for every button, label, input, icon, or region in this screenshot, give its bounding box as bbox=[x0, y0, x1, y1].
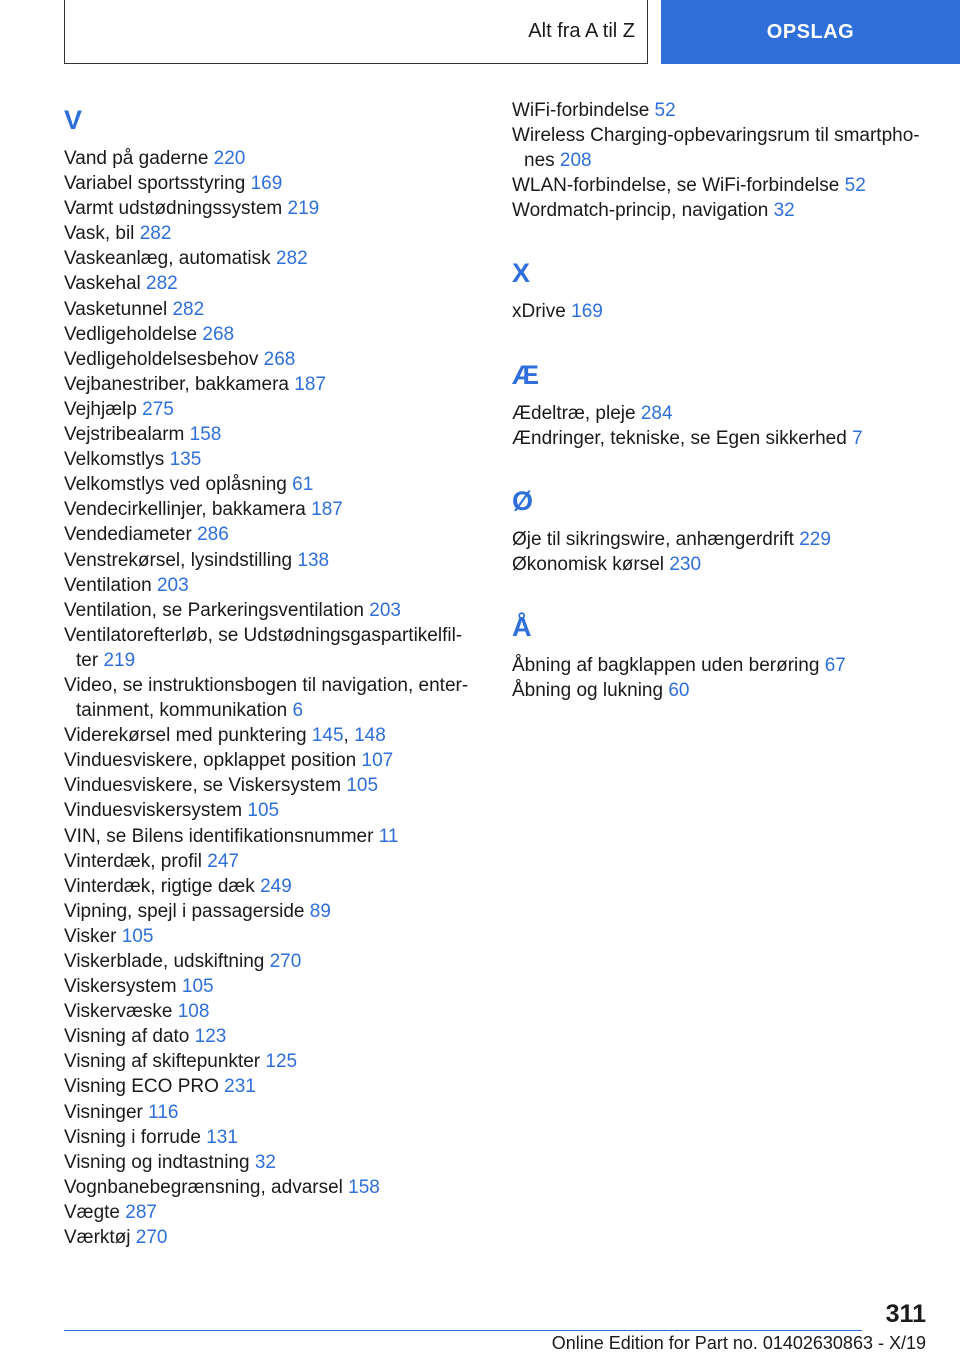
entry-text: Visning af skiftepunkter bbox=[64, 1051, 261, 1073]
index-entry bbox=[64, 347, 474, 372]
entry-text: Vognbanebegrænsning, advarsel bbox=[64, 1176, 343, 1198]
entry-text: Visning af dato bbox=[64, 1026, 190, 1048]
header-tab-label: OPSLAG bbox=[766, 20, 855, 43]
page-ref-link[interactable]: 123 bbox=[194, 1026, 227, 1048]
entry-text: Varmt udstødningssystem bbox=[64, 198, 283, 220]
entry-text: Vedligeholdelse bbox=[64, 323, 198, 345]
entry-text: Wireless Charging-opbevaringsrum til smartpho‐nes bbox=[512, 125, 920, 172]
entry-text: Wordmatch-princip, navigation bbox=[512, 200, 769, 222]
index-entry bbox=[64, 171, 474, 196]
footer-edition: Online Edition for Part no. 01402630863 - X/19 bbox=[551, 1333, 926, 1353]
page-ref-link[interactable]: 247 bbox=[207, 850, 239, 872]
entry-text: Vejstribealarm bbox=[64, 424, 185, 446]
header-section-title bbox=[64, 0, 648, 64]
section-letter: X bbox=[512, 258, 531, 289]
index-entry bbox=[64, 497, 474, 522]
page-ref-link[interactable]: 6 bbox=[292, 700, 304, 722]
page-ref-link[interactable]: 108 bbox=[177, 1001, 210, 1023]
page-ref-link[interactable]: 229 bbox=[799, 528, 831, 550]
index-section bbox=[512, 479, 932, 577]
entry-text: Ventilation bbox=[64, 574, 152, 596]
index-column-left bbox=[64, 98, 474, 1278]
entry-text: Venstrekørsel, lysindstilling bbox=[64, 549, 293, 571]
entry-text: Ændringer, tekniske, se Egen sikkerhed bbox=[512, 427, 847, 449]
index-entry bbox=[64, 271, 474, 296]
page-ref-link[interactable]: 107 bbox=[361, 750, 394, 772]
index-section bbox=[512, 251, 932, 324]
entry-text: Vinduesviskere, se Viskersystem bbox=[64, 775, 342, 797]
index-entry bbox=[64, 598, 474, 623]
index-entry bbox=[512, 552, 932, 577]
index-entry bbox=[64, 573, 474, 598]
index-entry bbox=[64, 322, 474, 347]
index-entry bbox=[512, 426, 932, 451]
page-ref-link[interactable]: 282 bbox=[275, 248, 308, 270]
page-ref-link[interactable]: 131 bbox=[206, 1126, 238, 1148]
index-entry bbox=[64, 221, 474, 246]
entry-text: Viskerblade, udskiftning bbox=[64, 951, 265, 972]
index-entry bbox=[64, 849, 474, 874]
page-ref-link[interactable]: 158 bbox=[189, 424, 222, 446]
page-ref-link[interactable]: 219 bbox=[287, 198, 320, 220]
page-ref-link[interactable]: 105 bbox=[181, 976, 214, 998]
page-number: 311 bbox=[885, 1300, 926, 1328]
page-ref-link[interactable]: 105 bbox=[247, 800, 280, 822]
page-ref-link[interactable]: 220 bbox=[213, 148, 246, 169]
page-ref-link[interactable]: 148 bbox=[354, 725, 386, 747]
index-entry bbox=[64, 1225, 474, 1250]
index-entry bbox=[64, 447, 474, 472]
entry-text: Vejbanestriber, bakkamera bbox=[64, 373, 289, 395]
index-entry bbox=[64, 372, 474, 397]
entry-text: WiFi-forbindelse bbox=[512, 100, 650, 121]
page-ref-link[interactable]: 135 bbox=[169, 449, 202, 471]
header-section-label: Alt fra A til Z bbox=[528, 20, 635, 42]
entry-text: Visning ECO PRO bbox=[64, 1076, 219, 1098]
page-ref-link[interactable]: 61 bbox=[292, 474, 314, 496]
page-ref-link[interactable]: 52 bbox=[844, 175, 866, 197]
entry-text: Ædeltræ, pleje bbox=[512, 402, 636, 424]
section-letter: V bbox=[64, 105, 83, 135]
index-entry bbox=[512, 299, 932, 324]
index-entry bbox=[64, 1024, 474, 1049]
section-letter: Ø bbox=[512, 485, 534, 516]
index-entry bbox=[512, 678, 932, 703]
index-entry bbox=[64, 999, 474, 1024]
index-section bbox=[512, 353, 932, 451]
page-ref-link[interactable]: 282 bbox=[172, 298, 205, 320]
page-ref-link[interactable]: 11 bbox=[378, 825, 399, 847]
page-ref-link[interactable]: 219 bbox=[103, 649, 136, 671]
entry-text: Ventilatorefterløb, se Udstødningsgaspartikelfil‐ter bbox=[64, 624, 463, 671]
page-ref-link[interactable]: 52 bbox=[654, 100, 676, 121]
page-ref-link[interactable]: 116 bbox=[148, 1101, 179, 1123]
index-section bbox=[512, 98, 932, 223]
index-entry bbox=[64, 874, 474, 899]
page-ref-link[interactable]: 89 bbox=[309, 900, 331, 922]
entry-text: Vasketunnel bbox=[64, 298, 168, 320]
page-ref-link[interactable]: 105 bbox=[346, 775, 379, 797]
page-ref-link[interactable]: 145 bbox=[311, 725, 344, 747]
index-entry bbox=[64, 748, 474, 773]
entry-text: Vinterdæk, rigtige dæk bbox=[64, 875, 255, 897]
entry-text: Åbning og lukning bbox=[512, 680, 664, 702]
entry-text: Økonomisk kørsel bbox=[512, 553, 665, 575]
entry-text: Viskervæske bbox=[64, 1001, 173, 1023]
entry-text: Vaskehal bbox=[64, 273, 141, 295]
index-entry bbox=[64, 924, 474, 949]
index-entry bbox=[64, 1150, 474, 1175]
entry-text: Vand på gaderne bbox=[64, 148, 209, 169]
page-ref-link[interactable]: 169 bbox=[571, 301, 603, 323]
entry-text: Viderekørsel med punktering bbox=[64, 725, 307, 747]
page-ref-link[interactable]: 60 bbox=[668, 680, 690, 702]
entry-text: Vinduesviskere, opklappet position bbox=[64, 750, 357, 772]
entry-text: Vask, bil bbox=[64, 223, 135, 245]
entry-text: Visning og indtastning bbox=[64, 1151, 250, 1173]
page-ref-link[interactable]: 270 bbox=[135, 1227, 168, 1249]
index-entry bbox=[512, 653, 932, 678]
index-entry bbox=[64, 773, 474, 798]
entry-text: Åbning af bagklappen uden berøring bbox=[512, 654, 820, 676]
page-ref-link[interactable]: 187 bbox=[294, 373, 326, 395]
index-entry bbox=[64, 1200, 474, 1225]
page-ref-link[interactable]: 169 bbox=[250, 173, 283, 195]
index-entry bbox=[64, 422, 474, 447]
index-entry bbox=[64, 196, 474, 221]
entry-text: Øje til sikringswire, anhængerdrift bbox=[512, 528, 794, 550]
entry-text: xDrive bbox=[512, 301, 566, 323]
page-ref-link[interactable]: 287 bbox=[125, 1201, 157, 1223]
index-entry bbox=[64, 974, 474, 999]
index-column-right bbox=[512, 98, 932, 731]
page-ref-link[interactable]: 125 bbox=[265, 1051, 298, 1073]
index-entry bbox=[64, 899, 474, 924]
index-entry bbox=[64, 623, 474, 673]
entry-text: Vinduesviskersystem bbox=[64, 800, 243, 822]
entry-text: Vedligeholdelsesbehov bbox=[64, 348, 259, 370]
index-entry bbox=[64, 1100, 474, 1125]
entry-text: Vinterdæk, profil bbox=[64, 850, 202, 872]
section-letter: Å bbox=[512, 611, 532, 642]
entry-text: Vægte bbox=[64, 1201, 120, 1223]
index-entry bbox=[512, 527, 932, 552]
page-ref-link[interactable]: 249 bbox=[260, 875, 292, 897]
page-ref-link[interactable]: 138 bbox=[297, 549, 330, 571]
page-ref-link[interactable]: 275 bbox=[142, 398, 174, 420]
index-entry: Viderekørsel med punktering 145, 148 bbox=[64, 725, 386, 747]
entry-text: Visning i forrude bbox=[64, 1126, 201, 1148]
footer-divider bbox=[64, 1330, 862, 1331]
index-entry bbox=[64, 1125, 474, 1150]
index-entry bbox=[512, 401, 932, 426]
page-ref-link[interactable]: 7 bbox=[852, 427, 863, 449]
index-section bbox=[512, 605, 932, 703]
index-entry bbox=[64, 397, 474, 422]
entry-text: Ventilation, se Parkeringsventilation bbox=[64, 599, 364, 621]
entry-text: Visker bbox=[64, 925, 117, 947]
page-ref-link[interactable]: 208 bbox=[559, 150, 592, 172]
entry-text: Velkomstlys ved oplåsning bbox=[64, 474, 287, 496]
index-entry bbox=[64, 297, 474, 322]
index-entry bbox=[64, 673, 474, 723]
section-letter: Æ bbox=[512, 359, 539, 390]
index-entry bbox=[64, 146, 474, 171]
index-entry bbox=[64, 1049, 474, 1074]
index-entry bbox=[512, 98, 932, 123]
index-entry bbox=[64, 472, 474, 497]
entry-text: Vejhjælp bbox=[64, 398, 137, 420]
index-entry bbox=[64, 1175, 474, 1200]
page-ref-link[interactable]: 230 bbox=[669, 553, 702, 575]
index-entry bbox=[64, 522, 474, 547]
page-ref-link[interactable]: 203 bbox=[369, 599, 401, 621]
index-entry bbox=[64, 949, 474, 974]
index-entry bbox=[64, 824, 474, 849]
page-ref-link[interactable]: 32 bbox=[254, 1151, 276, 1173]
page-ref-link[interactable]: 268 bbox=[202, 323, 235, 345]
entry-text: Variabel sportsstyring bbox=[64, 173, 246, 195]
entry-text: Vendecirkellinjer, bakkamera bbox=[64, 499, 306, 521]
index-entry bbox=[512, 173, 932, 198]
index-entry bbox=[64, 548, 474, 573]
index-entry bbox=[64, 246, 474, 271]
entry-text: Velkomstlys bbox=[64, 449, 165, 471]
index-section bbox=[64, 98, 474, 1250]
page-ref-link[interactable]: 282 bbox=[146, 273, 178, 295]
page-ref-link[interactable]: 284 bbox=[640, 402, 673, 424]
entry-text: Video, se instruktionsbogen til navigation, enter‐tainment, kommunikation bbox=[64, 674, 469, 722]
page-ref-link[interactable]: 32 bbox=[773, 200, 795, 222]
page-ref-link[interactable]: 282 bbox=[139, 223, 172, 245]
page-ref-link[interactable]: 270 bbox=[269, 951, 302, 972]
index-entry bbox=[512, 198, 932, 223]
entry-text: Værktøj bbox=[64, 1227, 131, 1249]
entry-text: Viskersystem bbox=[64, 976, 177, 998]
page-ref-link[interactable]: 105 bbox=[121, 925, 154, 947]
page-ref-link[interactable]: 67 bbox=[824, 654, 846, 676]
header-tab[interactable] bbox=[661, 0, 960, 64]
page-ref-link[interactable]: 286 bbox=[197, 524, 229, 546]
page-ref-link[interactable]: 158 bbox=[348, 1176, 380, 1198]
page-ref-link[interactable]: 187 bbox=[311, 499, 343, 521]
entry-text: Vendediameter bbox=[64, 524, 192, 546]
entry-text: VIN, se Bilens identifikationsnummer bbox=[64, 825, 374, 847]
entry-text: Vipning, spejl i passagerside bbox=[64, 900, 305, 922]
page-ref-link[interactable]: 203 bbox=[156, 574, 189, 596]
index-entry bbox=[64, 1074, 474, 1099]
entry-text: Vaskeanlæg, automatisk bbox=[64, 248, 271, 270]
page-ref-link[interactable]: 268 bbox=[263, 348, 296, 370]
index-entry bbox=[512, 123, 932, 173]
page-ref-link[interactable]: 231 bbox=[224, 1076, 256, 1098]
entry-text: WLAN-forbindelse, se WiFi-forbindelse bbox=[512, 175, 840, 197]
entry-text: Visninger bbox=[64, 1101, 143, 1123]
index-entry bbox=[64, 798, 474, 823]
